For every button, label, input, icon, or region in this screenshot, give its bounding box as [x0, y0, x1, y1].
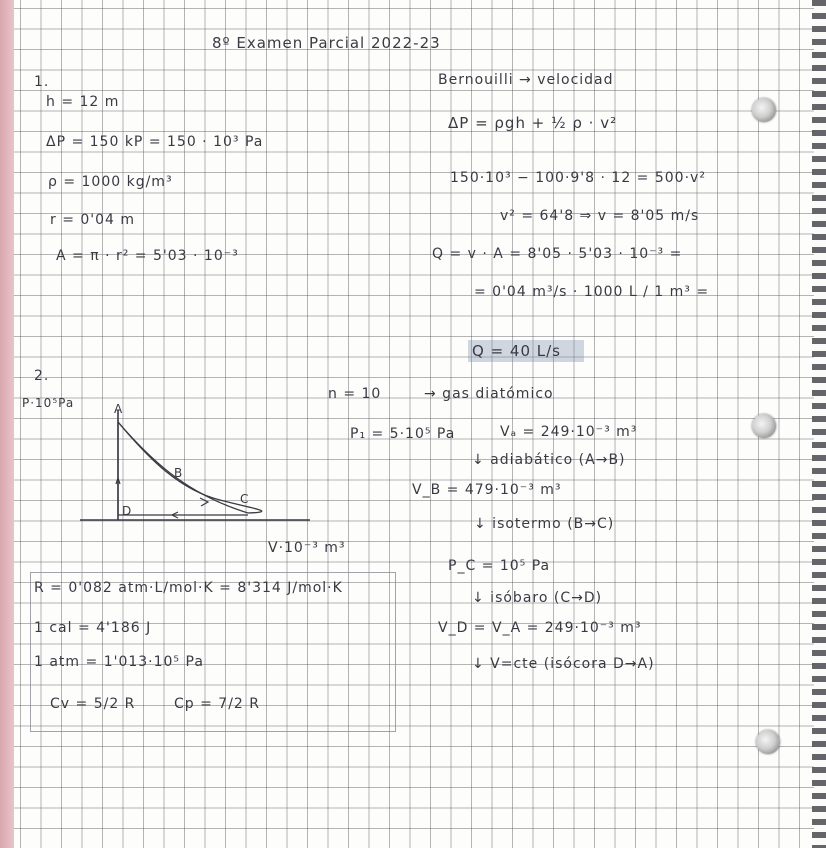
cp-value: Cp = 7/2 R [174, 696, 261, 712]
problem-1-number: 1. [34, 74, 50, 90]
binder-hole [756, 730, 780, 754]
binder-hole [752, 98, 776, 122]
notebook-margin [0, 0, 14, 848]
bernoulli-heading: Bernouilli → velocidad [438, 72, 614, 88]
moles-value: n = 10 [328, 386, 382, 402]
calorie-conversion: 1 cal = 4'186 J [34, 620, 152, 636]
density-value: ρ = 1000 kg/m³ [48, 174, 173, 190]
bernoulli-substitution: 150·10³ − 100·9'8 · 12 = 500·v² [450, 170, 706, 186]
process-isothermal: ↓ isotermo (B→C) [474, 516, 615, 532]
point-c-label: C [240, 492, 250, 506]
radius-value: r = 0'04 m [50, 212, 136, 228]
problem-2-number: 2. [34, 368, 50, 384]
pressure-difference: ΔP = 150 kP = 150 · 10³ Pa [46, 134, 264, 150]
height-value: h = 12 m [46, 94, 120, 110]
volume-b: V_B = 479·10⁻³ m³ [412, 482, 562, 498]
volume-d: V_D = V_A = 249·10⁻³ m³ [438, 620, 642, 636]
velocity-result: v² = 64'8 ⇒ v = 8'05 m/s [500, 208, 700, 224]
gas-constant: R = 0'082 atm·L/mol·K = 8'314 J/mol·K [34, 580, 343, 596]
pressure-c: P_C = 10⁵ Pa [448, 558, 551, 574]
process-isobaric: ↓ isóbaro (C→D) [472, 590, 603, 606]
atm-conversion: 1 atm = 1'013·10⁵ Pa [34, 654, 204, 670]
point-a-label: A [114, 402, 124, 416]
flow-rate-result: Q = 40 L/s [472, 342, 561, 360]
spiral-binding [812, 0, 826, 848]
pv-y-axis-label: P·10⁵Pa [22, 396, 75, 410]
area-value: A = π · r² = 5'03 · 10⁻³ [56, 248, 239, 264]
pv-x-axis-label: V·10⁻³ m³ [268, 540, 346, 556]
flow-rate-equation: Q = v · A = 8'05 · 5'03 · 10⁻³ = [432, 246, 683, 262]
pressure-a: P₁ = 5·10⁵ Pa [350, 426, 456, 442]
process-adiabatic: ↓ adiabático (A→B) [472, 452, 626, 468]
binder-hole [752, 414, 776, 438]
gas-type: → gas diatómico [424, 386, 554, 402]
pv-diagram [80, 400, 380, 550]
bernoulli-equation: ΔP = ρgh + ½ ρ · v² [448, 114, 618, 132]
page-title: 8º Examen Parcial 2022-23 [212, 34, 441, 52]
flow-rate-conversion: = 0'04 m³/s · 1000 L / 1 m³ = [474, 284, 710, 300]
volume-a: Vₐ = 249·10⁻³ m³ [500, 424, 638, 440]
point-d-label: D [122, 504, 133, 518]
cv-value: Cv = 5/2 R [50, 696, 136, 712]
point-b-label: B [174, 466, 184, 480]
process-isochoric: ↓ V=cte (isócora D→A) [472, 656, 655, 672]
